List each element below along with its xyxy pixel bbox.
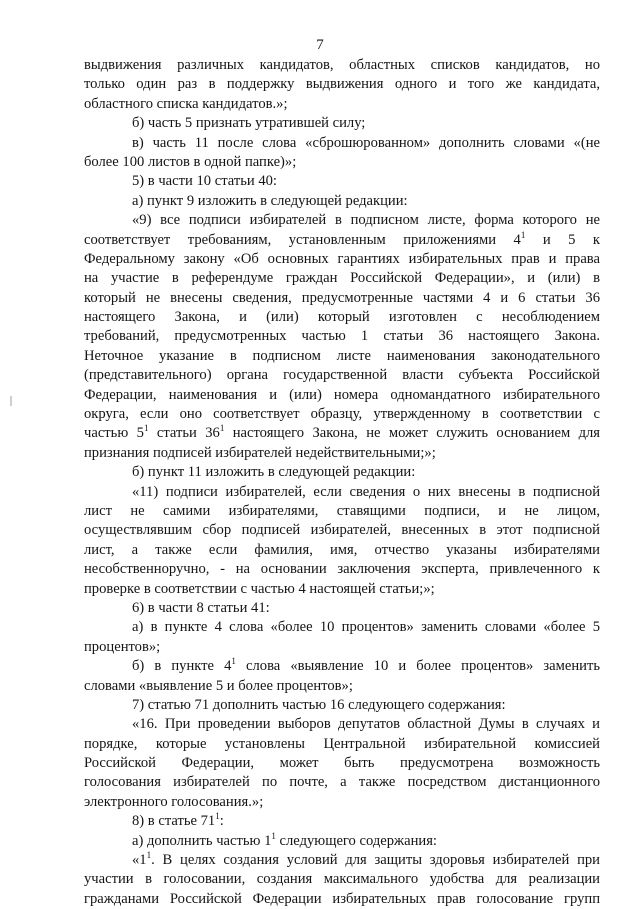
text-line: голосования избирателей по почте, а также посредством дистанционного — [84, 774, 600, 791]
text-line: только один раз в поддержку выдвижения одного и того же кандидата, — [84, 76, 600, 93]
text-line: б) пункт 11 изложить в следующей редакции: — [132, 464, 416, 481]
text-line: Федеральному закону «Об основных гарантиях избирательных прав и права — [84, 250, 600, 267]
text-line: «11) подписи избирателей, если сведения о них внесены в подписной — [132, 483, 600, 500]
text-line: порядке, которые установлены Центральной избирательной комиссией — [84, 735, 600, 752]
text-line: процентов»; — [84, 638, 161, 655]
text-line: несобственноручно, - на основании заключения эксперта, привлеченного к — [84, 561, 600, 578]
text-line: (представительного) органа государственной власти субъекта Российской — [84, 367, 600, 384]
text-line: а) пункт 9 изложить в следующей редакции: — [132, 192, 408, 209]
text-line: электронного голосования.»; — [84, 793, 264, 810]
text-line: более 100 листов в одной папке)»; — [84, 153, 297, 170]
text-line: Российской Федерации, может быть предусмотрена возможность — [84, 755, 600, 772]
text-line: частью $5^1$ статьи $36^1$ настоящего Закона, не может служить основанием для — [84, 424, 600, 442]
text-line: «$1^1$. В целях создания условий для защиты здоровья избирателей при — [132, 851, 600, 869]
text-line: признания подписей избирателей недействительными;»; — [84, 444, 436, 461]
text-line: 7) статью 71 дополнить частью 16 следующего содержания: — [132, 696, 506, 713]
text-line: словами «выявление 5 и более процентов»; — [84, 677, 353, 694]
text-line: а) в пункте 4 слова «более 10 процентов» заменить словами «более 5 — [132, 619, 600, 636]
text-line: осуществлявшим сбор подписей избирателей, внесенных в этот подписной — [84, 522, 600, 539]
text-line: соответствует требованиям, установленным приложениями $4^1$ и 5 к — [84, 230, 600, 248]
text-line: участии в голосовании, создания максимального удобства для реализации — [84, 871, 600, 888]
text-line: Неточное указание в подписном листе наименования законодательного — [84, 347, 600, 364]
text-line: округа, если оно соответствует образцу, утвержденному в соответствии с — [84, 406, 600, 423]
text-line: в) часть 11 после слова «сброшюрованном» дополнить словами «(не — [132, 134, 600, 151]
text-line: 5) в части 10 статьи 40: — [132, 173, 277, 190]
text-line: проверке в соответствии с частью 4 настоящей статьи;»; — [84, 580, 435, 597]
text-line: Федерации, наименования и (или) номера одномандатного избирательного — [84, 386, 600, 403]
scan-mark — [10, 396, 12, 406]
text-line: выдвижения различных кандидатов, областных списков кандидатов, но — [84, 57, 600, 73]
text-line: который не внесены сведения, предусмотренные частями 4 и 6 статьи 36 — [84, 289, 600, 306]
text-line: лист не самими избирателями, ставящими подписи, и не лицом, — [84, 502, 600, 519]
text-line: 6) в части 8 статьи 41: — [132, 599, 270, 616]
text-line: «16. При проведении выборов депутатов областной Думы в случаях и — [132, 716, 600, 733]
text-line: 8) в статье $71^1$: — [132, 812, 224, 830]
text-line: «9) все подписи избирателей в подписном листе, форма которого не — [132, 212, 600, 229]
text-line: на участие в референдуме граждан Российской Федерации», и (или) в — [84, 270, 600, 287]
text-line: областного списка кандидатов.»; — [84, 95, 288, 112]
text-line: б) часть 5 признать утратившей силу; — [132, 115, 366, 132]
text-line: лист, а также если фамилия, имя, отчество указаны избирателями — [84, 541, 600, 558]
text-line: б) в пункте $4^1$ слова «выявление 10 и более процентов» заменить — [132, 657, 600, 675]
text-line: гражданами Российской Федерации избирательных прав голосование групп — [84, 890, 600, 907]
document-body — [84, 56, 600, 909]
text-line: требований, предусмотренных частью 1 статьи 36 настоящего Закона. — [84, 328, 600, 345]
page-number: 7 — [316, 37, 324, 53]
text-line: настоящего Закона, и (или) который изготовлен с несоблюдением — [84, 309, 600, 326]
text-line: а) дополнить частью $1^1$ следующего содержания: — [132, 831, 437, 849]
